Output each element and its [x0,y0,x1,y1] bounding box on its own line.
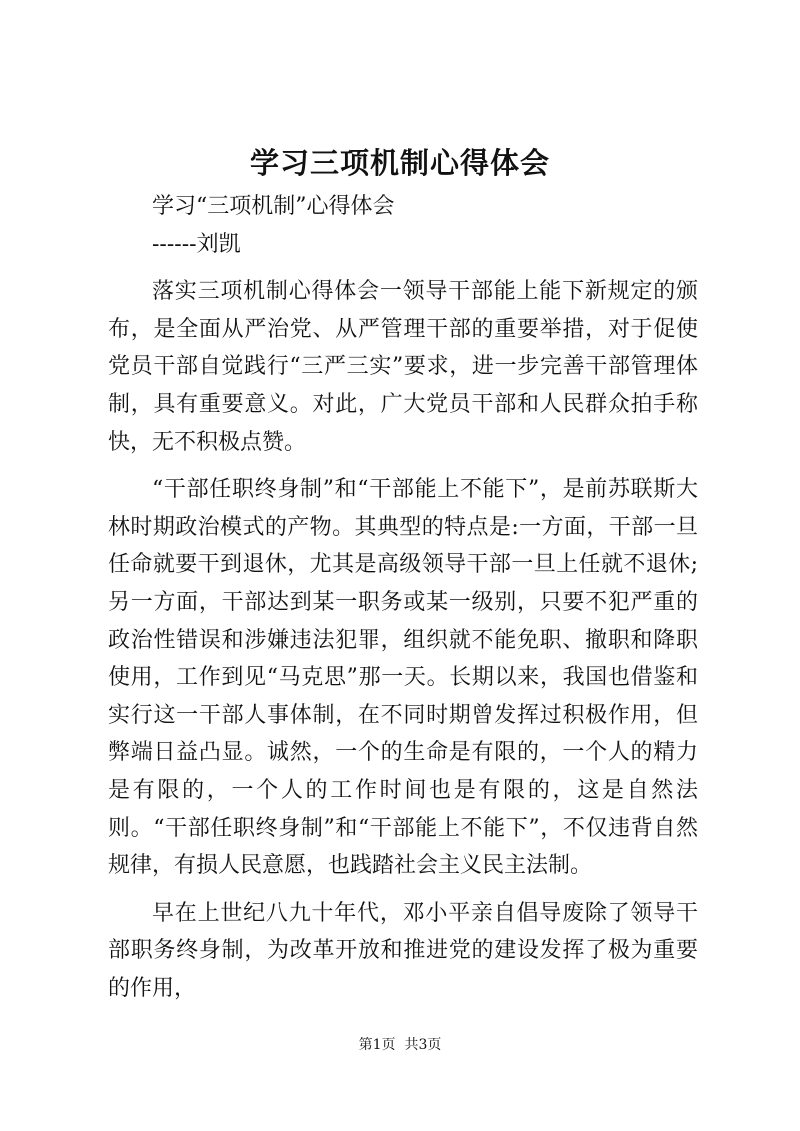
subtitle-line: 学习“三项机制”心得体会 [152,194,395,219]
paragraph-3: 早在上世纪八九十年代，邓小平亲自倡导废除了领导干部职务终身制，为改革开放和推进党的建设发挥了极为重要的作用， [108,900,698,1001]
paragraph-1: 落实三项机制心得体会一领导干部能上能下新规定的颁布，是全面从严治党、从严管理干部的重要举措，对于促使党员干部自觉践行“三严三实”要求，进一步完善干部管理体制，具有重要意义。对此，广大党员干部和人民群众拍手称快，无不积极点赞。 [108,279,698,455]
document-body [108,188,698,1017]
paragraph-2: “干部任职终身制”和“干部能上不能下”，是前苏联斯大林时期政治模式的产物。其典型的特点是:一方面，干部一旦任命就要干到退休，尤其是高级领导干部一旦上任就不退休;另一方面，干部达到某一职务或某一级别，只要不犯严重的政治性错误和涉嫌违法犯罪，组织就不能免职、撤职和降职使用，工作到见“马克思”那一天。长期以来，我国也借鉴和实行这一干部人事体制，在不同时期曾发挥过积极作用，但弊端日益凸显。诚然，一个的生命是有限的，一个人的精力是有限的，一个人的工作时间也是有限的，这是自然法则。“干部任职终身制”和“干部能上不能下”，不仅违背自然规律，有损人民意愿，也践踏社会主义民主法制。 [108,477,698,879]
page-number-footer: 第1页 共3页 [358,1037,442,1053]
document-title: 学习三项机制心得体会 [249,146,550,180]
author-line: ------刘凯 [152,231,241,257]
